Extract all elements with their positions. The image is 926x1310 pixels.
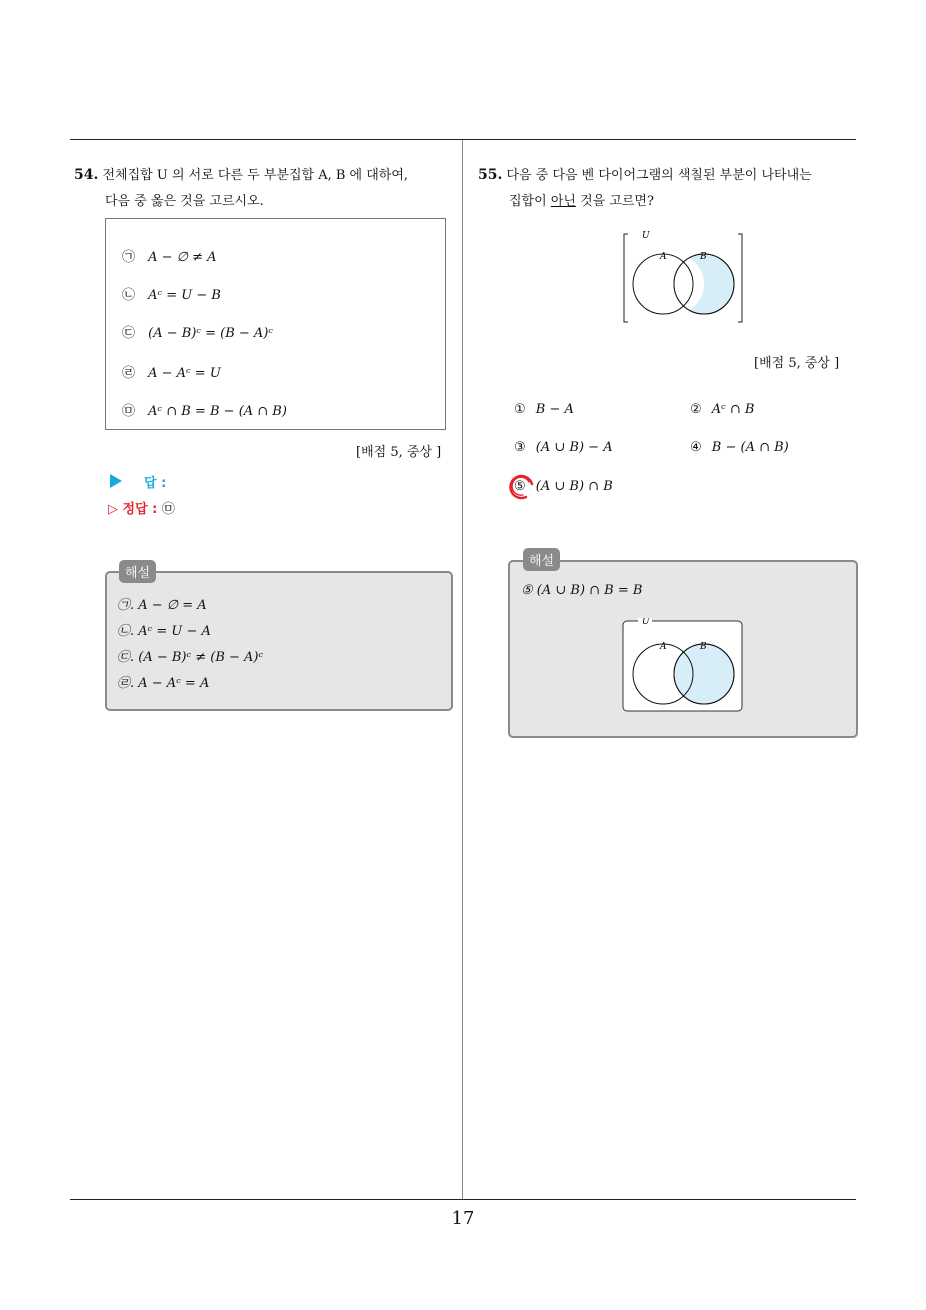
solution-venn-label-b: B bbox=[700, 642, 707, 652]
condition-1-mark: ㉠ bbox=[122, 250, 136, 265]
question-55-line2 bbox=[478, 189, 863, 215]
condition-5 bbox=[122, 400, 287, 419]
solution-55-line: ⑤ (A ∪ B) ∩ B = B bbox=[521, 583, 643, 598]
question-54 bbox=[74, 162, 459, 215]
answer-arrow-icon bbox=[110, 474, 122, 488]
condition-4 bbox=[122, 362, 221, 381]
correct-answer-value: ㉤ bbox=[161, 502, 175, 517]
condition-1 bbox=[122, 246, 217, 265]
choice-3-expr: (A ∪ B) − A bbox=[535, 440, 613, 455]
condition-3 bbox=[122, 322, 273, 341]
answer-label: 답 : bbox=[144, 476, 167, 491]
choice-3-mark: ③ bbox=[514, 440, 526, 455]
choice-4-expr: B − (A ∩ B) bbox=[711, 440, 789, 455]
condition-5-mark: ㉤ bbox=[122, 404, 136, 419]
question-55-text1: 다음 중 다음 벤 다이어그램의 색칠된 부분이 나타내는 bbox=[506, 168, 812, 183]
bottom-rule bbox=[70, 1199, 856, 1200]
solution-54-line-1: ㉠. A − ∅ = A bbox=[117, 598, 207, 613]
answer-circle-mark-icon bbox=[506, 472, 536, 502]
solution-54-line-2: ㉡. Aᶜ = U − A bbox=[117, 624, 211, 639]
condition-4-expr: A − Aᶜ = U bbox=[148, 366, 221, 381]
choice-3[interactable] bbox=[514, 440, 613, 455]
condition-2-mark: ㉡ bbox=[122, 288, 136, 303]
choice-5-expr: (A ∪ B) ∩ B bbox=[535, 479, 613, 494]
choice-4-mark: ④ bbox=[690, 440, 702, 455]
solution-venn-label-u: U bbox=[642, 618, 650, 627]
choice-5-mark: ⑤ bbox=[514, 479, 526, 494]
choice-2-mark: ② bbox=[690, 402, 702, 417]
question-55-line1 bbox=[478, 162, 863, 189]
question-54-number: 54. bbox=[74, 167, 99, 183]
solution-venn-label-a: A bbox=[660, 642, 667, 652]
venn-label-u: U bbox=[642, 231, 650, 241]
solution-venn-diagram bbox=[622, 618, 744, 714]
condition-1-expr: A − ∅ ≠ A bbox=[148, 250, 217, 265]
condition-2 bbox=[122, 284, 221, 303]
question-55-score: [배점 5, 중상 ] bbox=[754, 356, 840, 371]
condition-3-expr: (A − B)ᶜ = (B − A)ᶜ bbox=[148, 326, 273, 341]
correct-answer-label: ▷ 정답 : bbox=[108, 502, 158, 517]
choice-1[interactable] bbox=[514, 402, 574, 417]
solution-tag-55: 해설 bbox=[523, 548, 560, 571]
venn-diagram bbox=[618, 228, 748, 326]
question-54-text1: 전체집합 U 의 서로 다른 두 부분집합 A, B 에 대하여, bbox=[102, 168, 409, 183]
page-number: 17 bbox=[451, 1208, 475, 1229]
choice-1-expr: B − A bbox=[535, 402, 574, 417]
solution-54-line-3: ㉢. (A − B)ᶜ ≠ (B − A)ᶜ bbox=[117, 650, 264, 665]
condition-5-expr: Aᶜ ∩ B = B − (A ∩ B) bbox=[148, 404, 287, 419]
correct-answer bbox=[108, 498, 175, 517]
question-54-line2: 다음 중 옳은 것을 고르시오. bbox=[105, 194, 264, 209]
solution-tag-54: 해설 bbox=[119, 560, 156, 583]
solution-54-line-4: ㉣. A − Aᶜ = A bbox=[117, 676, 210, 691]
top-rule bbox=[70, 139, 856, 140]
choice-1-mark: ① bbox=[514, 402, 526, 417]
question-55 bbox=[478, 162, 863, 215]
condition-3-mark: ㉢ bbox=[122, 326, 136, 341]
universe-bracket-right bbox=[738, 234, 742, 322]
condition-2-expr: Aᶜ = U − B bbox=[148, 288, 221, 303]
universe-bracket-left bbox=[624, 234, 628, 322]
choice-4[interactable] bbox=[690, 440, 789, 455]
column-divider bbox=[462, 140, 463, 1200]
question-55-text2-underlined: 아닌 bbox=[550, 194, 576, 209]
question-54-line1 bbox=[74, 162, 459, 189]
choice-2[interactable] bbox=[690, 402, 754, 417]
question-54-score: [배점 5, 중상 ] bbox=[356, 445, 442, 460]
question-55-number: 55. bbox=[478, 167, 503, 183]
venn-label-b: B bbox=[700, 252, 707, 262]
choice-2-expr: Aᶜ ∩ B bbox=[711, 402, 755, 417]
question-55-text2-pre: 집합이 bbox=[509, 194, 551, 209]
venn-label-a: A bbox=[660, 252, 667, 262]
question-55-text2-post: 것을 고르면? bbox=[575, 194, 654, 209]
condition-4-mark: ㉣ bbox=[122, 366, 136, 381]
